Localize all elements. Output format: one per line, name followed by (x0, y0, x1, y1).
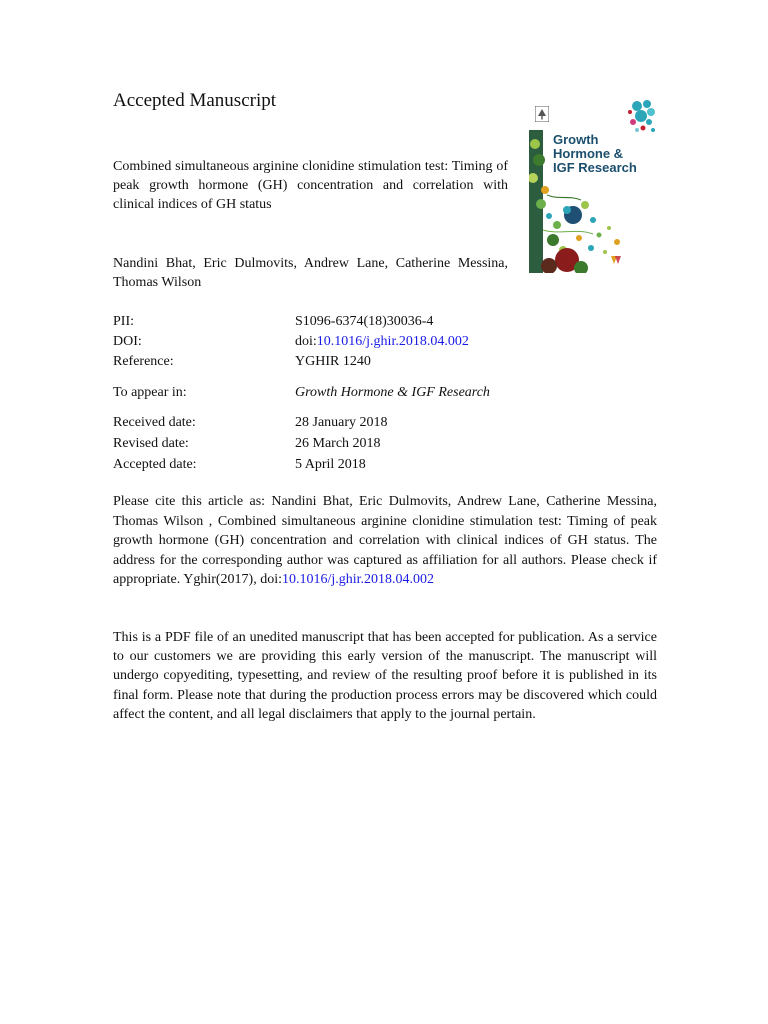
accepted-label: Accepted date: (113, 457, 197, 472)
elsevier-tree-icon (535, 106, 549, 122)
cover-title-line-2: Hormone & (553, 146, 624, 161)
pii-label: PII: (113, 314, 134, 329)
publisher-logo-icon (609, 254, 629, 266)
author-list: Nandini Bhat, Eric Dulmovits, Andrew Lane, Catherine Messina, Thomas Wilson (113, 256, 508, 290)
cover-title-line-3: IGF Research (553, 160, 637, 175)
appear-label: To appear in: (113, 385, 187, 400)
doi-value (295, 332, 469, 351)
journal-name: Growth Hormone & IGF Research (295, 385, 490, 400)
doi-link[interactable]: 10.1016/j.ghir.2018.04.002 (316, 334, 469, 349)
citation-paragraph (113, 492, 657, 590)
doi-label: DOI: (113, 334, 142, 349)
citation-text: Please cite this article as: Nandini Bhat, Eric Dulmovits, Andrew Lane, Catherine Messina, Thomas Wilson , Combined simultaneous arginine clonidine stimulation test: Timing of peak growth hormone (GH) concentration and correlation with clinical indices of GH status. The address for the corresponding author was captured as affiliation for all authors. Please check if appropriate. Yghir(2017), doi: (113, 494, 657, 587)
doi-prefix: doi: (295, 334, 317, 349)
received-value: 28 January 2018 (295, 415, 388, 430)
cover-artwork (529, 100, 656, 273)
accepted-value: 5 April 2018 (295, 457, 366, 472)
pii-value: S1096-6374(18)30036-4 (295, 314, 434, 329)
article-title: Combined simultaneous arginine clonidine stimulation test: Timing of peak growth hormone (GH) concentration and correlation with clinical indices of GH status (113, 159, 508, 212)
page-title: Accepted Manuscript (113, 90, 277, 111)
journal-cover (529, 100, 656, 273)
disclaimer-paragraph: This is a PDF file of an unedited manuscript that has been accepted for publication. As a service to our customers we are providing this early version of the manuscript. The manuscript will undergo copyediting, typesetting, and review of the resulting proof before it is published in its final form. Please note that during the production process errors may be discovered which could affect the content, and all legal disclaimers that apply to the journal pertain. (113, 630, 657, 722)
reference-value: YGHIR 1240 (295, 354, 371, 369)
revised-value: 26 March 2018 (295, 436, 381, 451)
citation-doi-link[interactable]: 10.1016/j.ghir.2018.04.002 (282, 572, 435, 587)
received-label: Received date: (113, 415, 196, 430)
reference-label: Reference: (113, 354, 174, 369)
revised-label: Revised date: (113, 436, 189, 451)
cover-journal-title (553, 133, 653, 175)
cover-title-line-1: Growth (553, 132, 599, 147)
